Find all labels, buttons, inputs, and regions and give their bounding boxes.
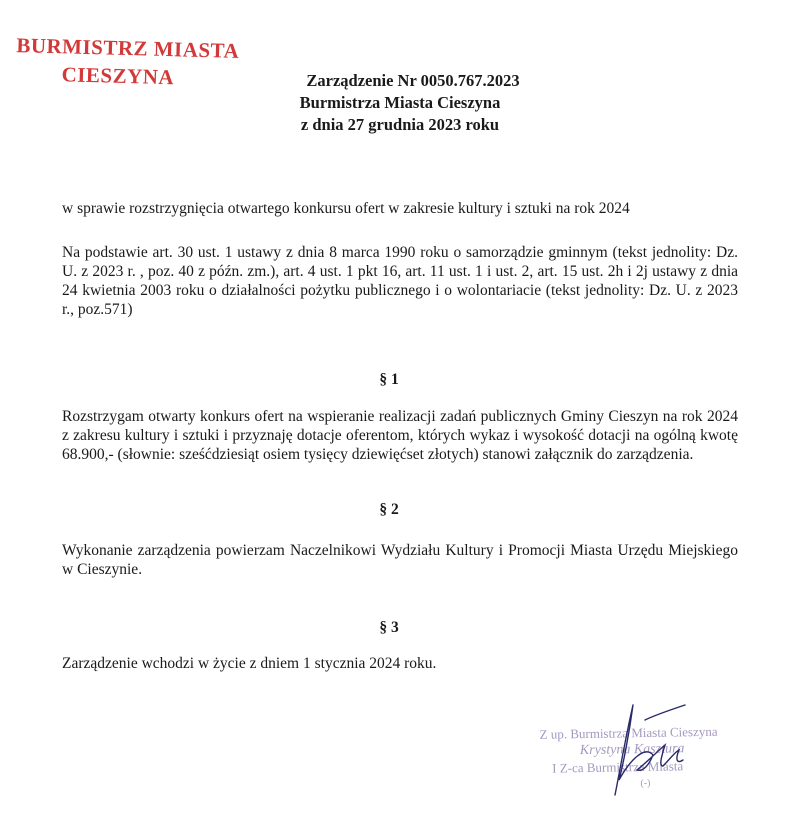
signature-stamp-line1: Z up. Burmistrza Miasta Cieszyna <box>539 723 718 742</box>
header-date: z dnia 27 grudnia 2023 roku <box>300 115 500 134</box>
header-title: Zarządzenie Nr 0050.767.2023 <box>306 71 520 90</box>
mayor-stamp-line2: CIESZYNA <box>61 62 175 90</box>
section-text-3: Zarządzenie wchodzi w życie z dniem 1 stycznia 2024 roku. <box>62 655 437 672</box>
section-text-1: Rozstrzygam otwarty konkurs ofert na wspieranie realizacji zadań publicznych Gminy Cieszyn na rok 2024 z zakresu kultury i sztuki i przyznaję dotacje oferentom, których wykaz i wysokość dotacji na ogólną kwotę 68.900,- (słownie: sześćdziesiąt osiem tysięcy dziewięćset złotych) stanowi załącznik do zarządzenia. <box>62 408 738 463</box>
signature-stamp-line4: (-) <box>640 777 651 790</box>
document-subject: w sprawie rozstrzygnięcia otwartego konkursu ofert w zakresie kultury i sztuki na rok 2024 <box>62 200 630 217</box>
mayor-stamp-line1: BURMISTRZ MIASTA <box>16 33 240 63</box>
section-mark-2: § 2 <box>379 501 399 518</box>
document-header <box>200 70 600 136</box>
handwritten-signature <box>575 700 695 800</box>
header-issuer: Burmistrza Miasta Cieszyna <box>299 93 501 112</box>
section-mark-1: § 1 <box>379 371 399 388</box>
signature-stamp-line3: I Z-ca Burmistrza Miasta <box>552 758 684 776</box>
section-text-2: Wykonanie zarządzenia powierzam Naczelnikowi Wydziału Kultury i Promocji Miasta Urzędu Miejskiego w Cieszynie. <box>62 542 738 578</box>
legal-basis: Na podstawie art. 30 ust. 1 ustawy z dnia 8 marca 1990 roku o samorządzie gminnym (tekst jednolity: Dz. U. z 2023 r. , poz. 40 z późn. zm.), art. 4 ust. 1 pkt 16, art. 11 ust. 1 i ust. 2, art. 15 ust. 2h i 2j ustawy z dnia 24 kwietnia 2003 roku o działalności pożytku publicznego i o wolontariacie (tekst jednolity: Dz. U. z 2023 r., poz.571) <box>62 244 738 318</box>
signature-stamp-line2: Krystyna Kasztura <box>579 741 685 759</box>
section-mark-3: § 3 <box>379 619 399 636</box>
